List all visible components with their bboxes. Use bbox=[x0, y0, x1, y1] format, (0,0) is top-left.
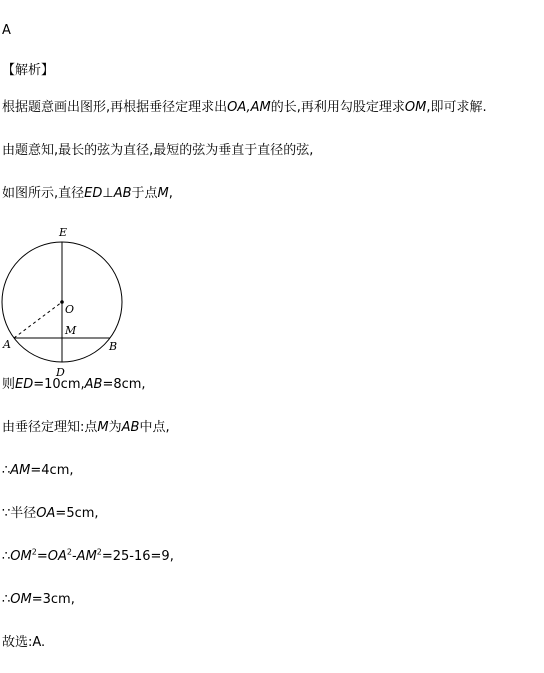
label-d: D bbox=[56, 366, 65, 379]
paragraph-perpendicular-theorem: 由垂径定理知:点M为AB中点, bbox=[2, 420, 170, 435]
center-point bbox=[60, 300, 64, 304]
paragraph-given: 则ED=10cm,AB=8cm, bbox=[2, 377, 146, 392]
paragraph-chords: 由题意知,最长的弦为直径,最短的弦为垂直于直径的弦, bbox=[2, 143, 314, 158]
radius-oa-dashed bbox=[14, 302, 62, 338]
answer-letter: A bbox=[2, 23, 11, 38]
label-e: E bbox=[59, 226, 68, 239]
paragraph-figure-intro: 如图所示,直径ED⊥AB于点M, bbox=[2, 186, 173, 201]
paragraph-om-result: ∴OM=3cm, bbox=[2, 592, 75, 607]
analysis-heading: 【解析】 bbox=[2, 63, 55, 78]
paragraph-radius: ∵半径OA=5cm, bbox=[2, 506, 99, 521]
paragraph-choice: 故选:A. bbox=[2, 635, 46, 650]
paragraph-approach: 根据题意画出图形,再根据垂径定理求出OA,AM的长,再利用勾股定理求OM,即可求解. bbox=[2, 100, 487, 115]
label-o: O bbox=[65, 303, 75, 316]
paragraph-pythagoras: $\therefore OM^2=OA^2-AM^2=25-16=9$, bbox=[2, 547, 174, 564]
paragraph-am: ∴AM=4cm, bbox=[2, 463, 74, 478]
label-a: A bbox=[3, 338, 11, 351]
label-m: M bbox=[65, 324, 77, 337]
circle-diagram bbox=[0, 222, 130, 382]
label-b: B bbox=[109, 340, 118, 353]
